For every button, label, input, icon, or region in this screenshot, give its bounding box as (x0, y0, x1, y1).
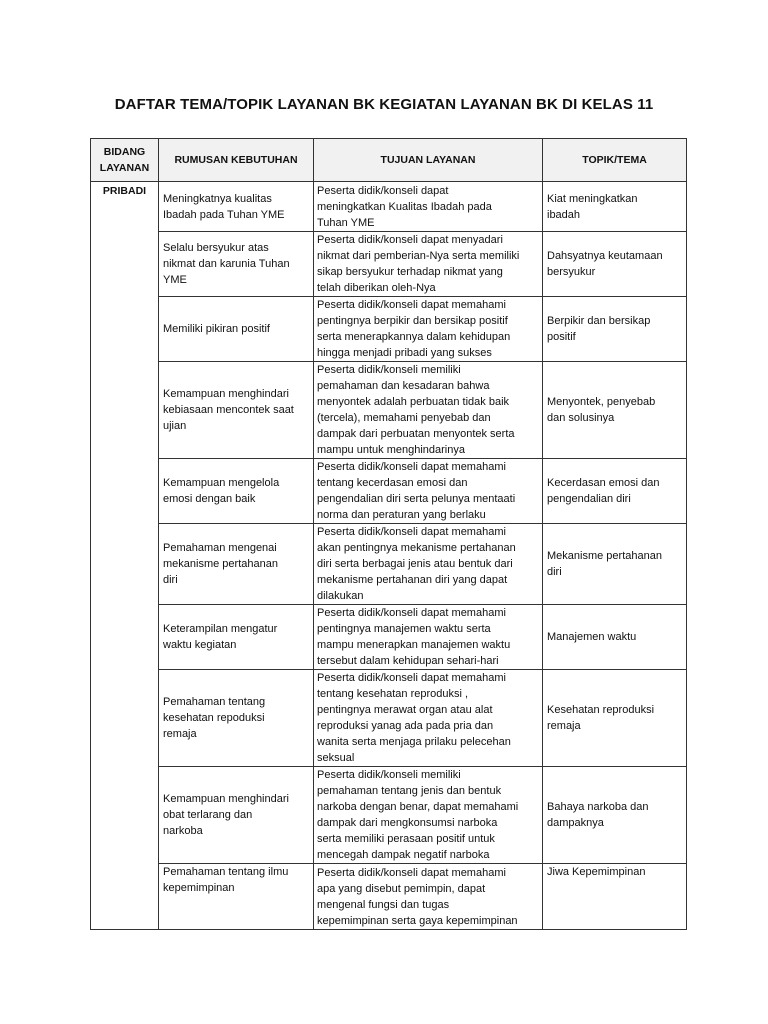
table-row (91, 864, 687, 930)
bidang-layanan-cell: PRIBADI (91, 182, 159, 930)
header-bidang-layanan: BIDANG LAYANAN (91, 139, 159, 182)
topik-cell: Kesehatan reproduksi remaja (543, 670, 687, 767)
tujuan-cell: Peserta didik/konseli dapat memahami pentingnya manajemen waktu serta mampu menerapkan manajemen waktu tersebut dalam kehidupan sehari-hari (314, 605, 543, 670)
topik-cell: Manajemen waktu (543, 605, 687, 670)
tujuan-cell: Peserta didik/konseli dapat memahami apa yang disebut pemimpin, dapat mengenal fungsi dan tugas kepemimpinan serta gaya kepemimpinan (314, 864, 543, 930)
page-title: DAFTAR TEMA/TOPIK LAYANAN BK KEGIATAN LAYANAN BK DI KELAS 11 (114, 96, 654, 113)
table-row (91, 605, 687, 670)
topik-cell: Kecerdasan emosi dan pengendalian diri (543, 459, 687, 524)
tujuan-cell: Peserta didik/konseli dapat memahami akan pentingnya mekanisme pertahanan diri serta berbagai jenis atau bentuk dari mekanisme pertahanan diri yang dapat dilakukan (314, 524, 543, 605)
topik-cell: Dahsyatnya keutamaan bersyukur (543, 232, 687, 297)
table-row (91, 524, 687, 605)
topik-cell: Berpikir dan bersikap positif (543, 297, 687, 362)
tujuan-cell: Peserta didik/konseli memiliki pemahaman dan kesadaran bahwa menyontek adalah perbuatan tidak baik (tercela), memahami penyebab dan dampak dari perbuatan menyontek serta mampu untuk menghindarinya (314, 362, 543, 459)
table-row (91, 182, 687, 232)
table-row (91, 362, 687, 459)
tujuan-cell: Peserta didik/konseli memiliki pemahaman tentang jenis dan bentuk narkoba dengan benar, dapat memahami dampak dari mengkonsumsi narboka serta memiliki perasaan positif untuk mencegah dampak negatif narboka (314, 767, 543, 864)
header-tujuan-layanan: TUJUAN LAYANAN (314, 139, 543, 182)
header-topik-tema: TOPIK/TEMA (543, 139, 687, 182)
topik-cell: Jiwa Kepemimpinan (543, 864, 687, 930)
header-rumusan-kebutuhan: RUMUSAN KEBUTUHAN (159, 139, 314, 182)
tujuan-cell: Peserta didik/konseli dapat memahami pentingnya berpikir dan bersikap positif serta menerapkannya dalam kehidupan hingga menjadi pribadi yang sukses (314, 297, 543, 362)
rumusan-cell: Memiliki pikiran positif (159, 297, 314, 362)
topik-cell: Bahaya narkoba dan dampaknya (543, 767, 687, 864)
tujuan-cell: Peserta didik/konseli dapat meningkatkan Kualitas Ibadah pada Tuhan YME (314, 182, 543, 232)
table-header-row (91, 139, 687, 182)
topik-cell: Kiat meningkatkan ibadah (543, 182, 687, 232)
rumusan-cell: Pemahaman mengenai mekanisme pertahanan diri (159, 524, 314, 605)
topic-table (90, 138, 687, 930)
rumusan-cell: Kemampuan menghindari kebiasaan mencontek saat ujian (159, 362, 314, 459)
rumusan-cell: Pemahaman tentang kesehatan repoduksi remaja (159, 670, 314, 767)
rumusan-cell: Pemahaman tentang ilmu kepemimpinan (159, 864, 314, 930)
tujuan-cell: Peserta didik/konseli dapat memahami tentang kecerdasan emosi dan pengendalian diri serta pelunya mentaati norma dan peraturan yang berlaku (314, 459, 543, 524)
table-row (91, 670, 687, 767)
topik-cell: Mekanisme pertahanan diri (543, 524, 687, 605)
tujuan-cell: Peserta didik/konseli dapat menyadari nikmat dari pemberian-Nya serta memiliki sikap bersyukur terhadap nikmat yang telah diberikan oleh-Nya (314, 232, 543, 297)
table-row (91, 459, 687, 524)
topik-cell: Menyontek, penyebab dan solusinya (543, 362, 687, 459)
rumusan-cell: Keterampilan mengatur waktu kegiatan (159, 605, 314, 670)
tujuan-cell: Peserta didik/konseli dapat memahami tentang kesehatan reproduksi , pentingnya merawat organ atau alat reproduksi yanag ada pada pria dan wanita serta menjaga prilaku pelecehan seksual (314, 670, 543, 767)
table-row (91, 232, 687, 297)
rumusan-cell: Kemampuan mengelola emosi dengan baik (159, 459, 314, 524)
table-row (91, 767, 687, 864)
rumusan-cell: Selalu bersyukur atas nikmat dan karunia Tuhan YME (159, 232, 314, 297)
rumusan-cell: Meningkatnya kualitas Ibadah pada Tuhan YME (159, 182, 314, 232)
rumusan-cell: Kemampuan menghindari obat terlarang dan narkoba (159, 767, 314, 864)
table-row (91, 297, 687, 362)
